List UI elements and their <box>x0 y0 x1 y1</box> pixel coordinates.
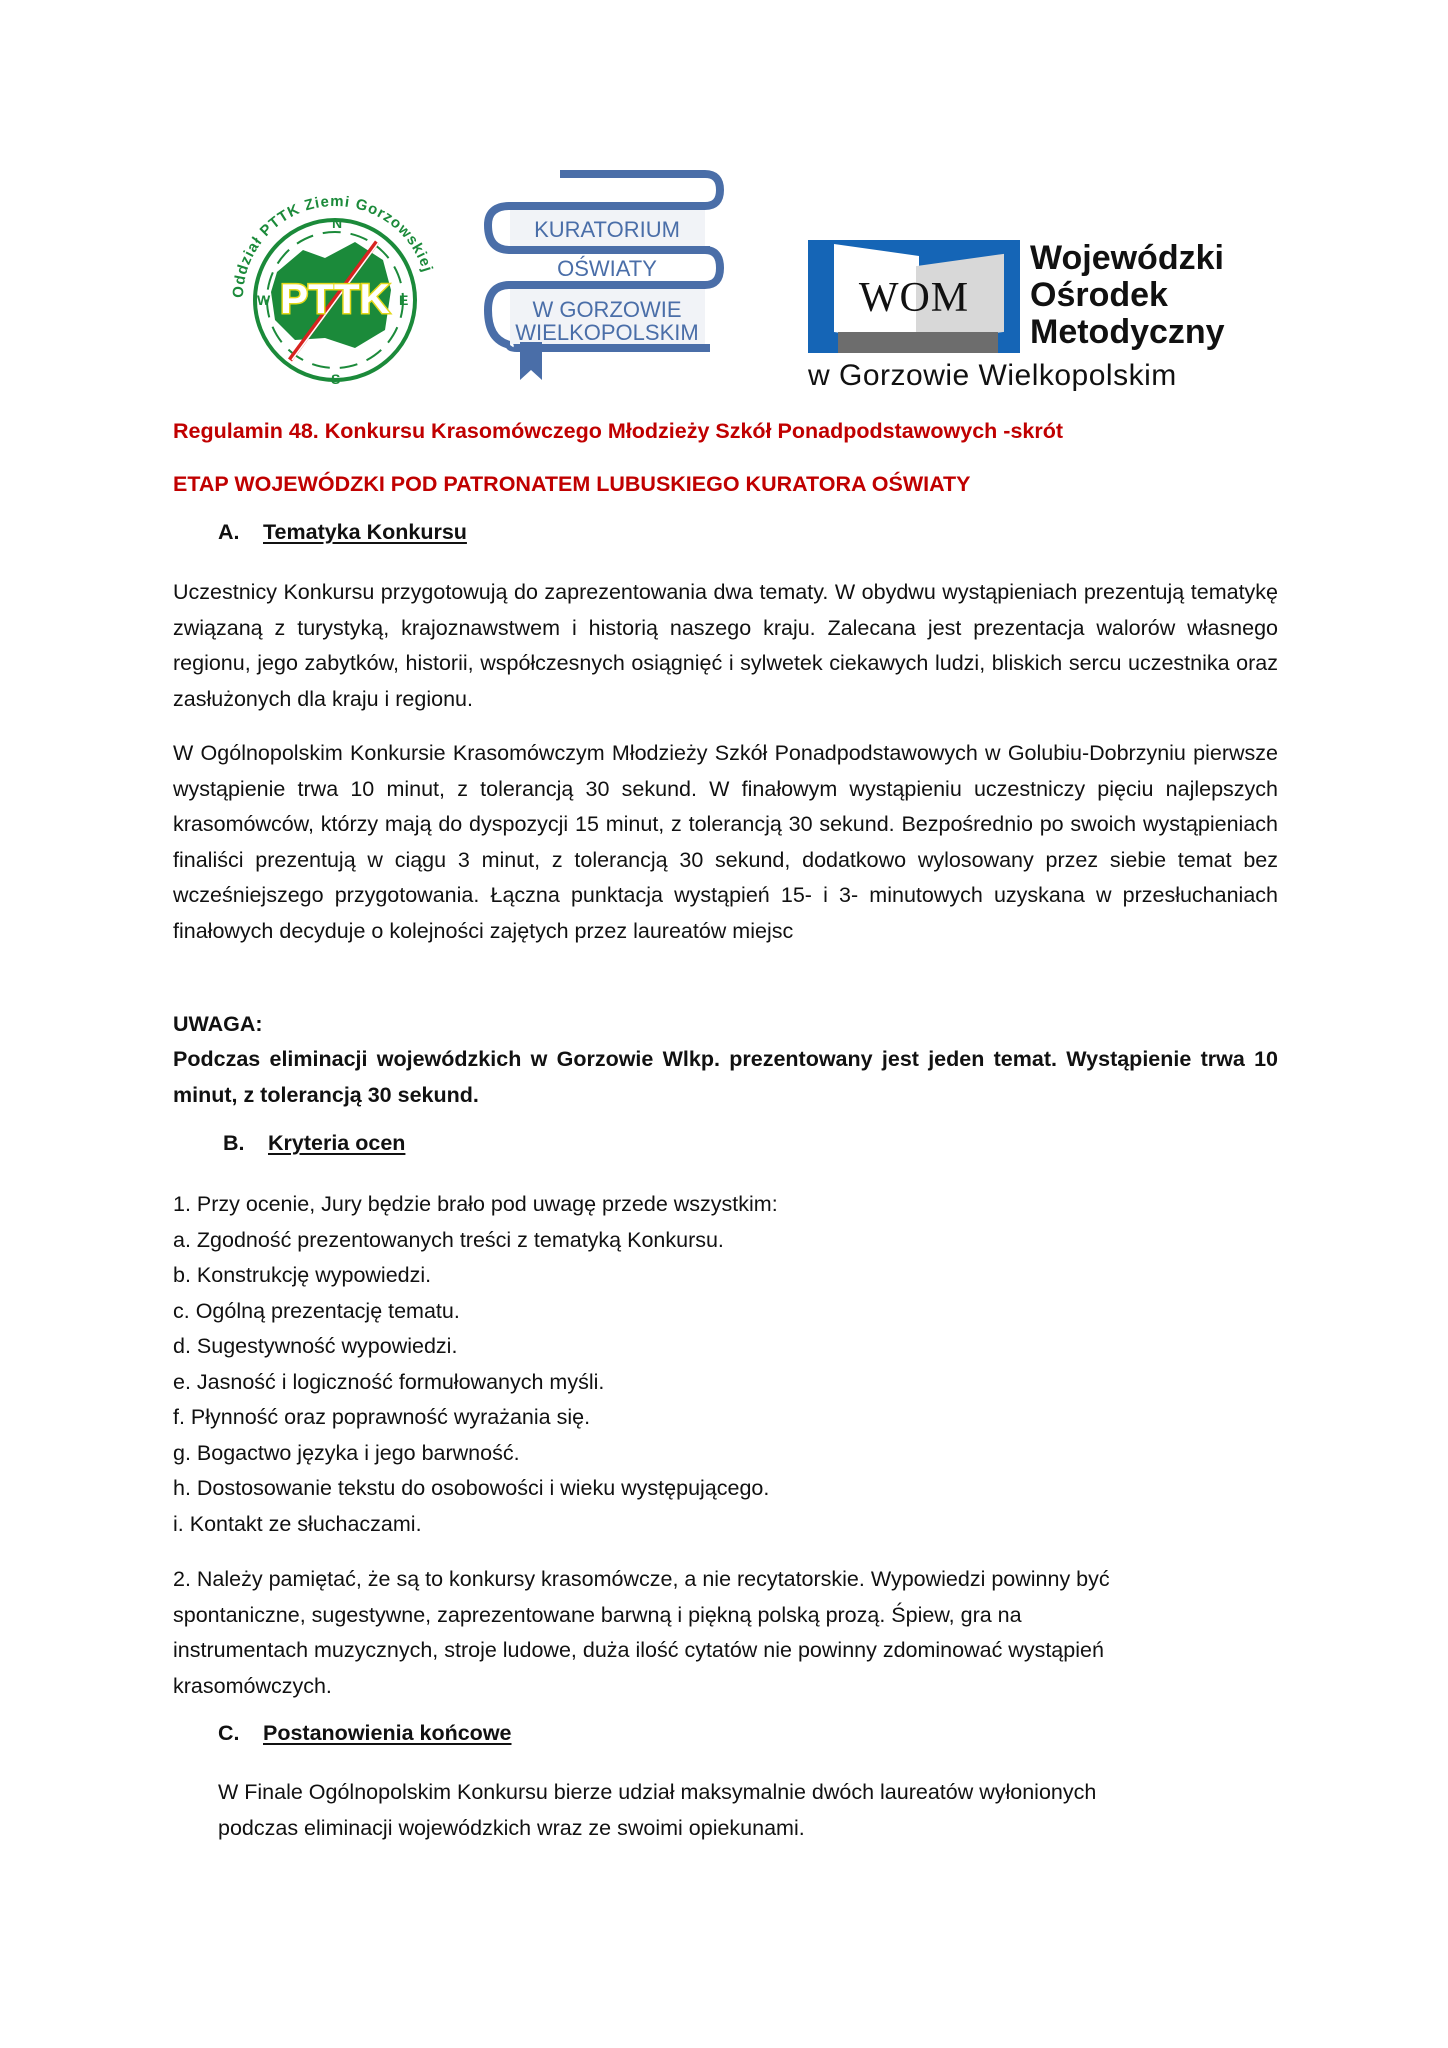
svg-text:N: N <box>332 215 343 231</box>
wom-abbreviation: WOM <box>858 275 970 321</box>
criteria-point-2: 2. Należy pamiętać, że są to konkursy krasomówcze, a nie recytatorskie. Wypowiedzi powinny być spontaniczne, sugestywne, zaprezentowane barwną i piękną polską prozą. Śpiew, gra na instrumentach muzycznych, stroje ludowe, duża ilość cytatów nie powinny zdominować wystąpień krasomówczych. <box>173 1567 1110 1698</box>
section-c-text: W Finale Ogólnopolskim Konkursu bierze udział maksymalnie dwóch laureatów wyłonionych podczas eliminacji wojewódzkich wraz ze swoimi opiekunami. <box>218 1780 1097 1840</box>
svg-text:W GORZOWIE: W GORZOWIE <box>532 297 682 322</box>
note-label: UWAGA: <box>173 1012 263 1036</box>
document-subtitle: ETAP WOJEWÓDZKI POD PATRONATEM LUBUSKIEGO KURATORA OŚWIATY <box>173 472 971 496</box>
criteria-intro: 1. Przy ocenie, Jury będzie brało pod uwagę przede wszystkim: <box>173 1192 778 1216</box>
section-c-heading: C. Postanowienia końcowe <box>218 1721 512 1745</box>
svg-text:KURATORIUM: KURATORIUM <box>534 217 680 242</box>
books-icon <box>480 170 730 400</box>
criteria-item: f. Płynność oraz poprawność wyrażania się. <box>173 1405 591 1429</box>
criteria-item: i. Kontakt ze słuchaczami. <box>173 1511 422 1536</box>
criteria-item: c. Ogólną prezentację tematu. <box>173 1298 460 1323</box>
svg-text:S: S <box>331 371 341 387</box>
section-a-paragraph-1: Uczestnicy Konkursu przygotowują do zaprezentowania dwa tematy. W obydwu wystąpieniach prezentują tematykę związaną z turystyką, krajoznawstwem i historią naszego kraju. Zalecana jest prezentacja walorów własnego regionu, jego zabytków, historii, współczesnych osiągnięć i sylwetek ciekawych ludzi, bliskich sercu uczestnika oraz zasłużonych dla kraju i regionu. <box>173 580 1278 711</box>
pttk-logo <box>215 180 455 400</box>
kuratorium-logo <box>480 170 730 400</box>
criteria-item: e. Jasność i logiczność formułowanych myśli. <box>173 1369 605 1394</box>
svg-text:E: E <box>399 292 409 308</box>
section-b-heading: B. Kryteria ocen <box>223 1131 406 1155</box>
svg-text:OŚWIATY: OŚWIATY <box>557 256 657 281</box>
document-title: Regulamin 48. Konkursu Krasomówczego Młodzieży Szkół Ponadpodstawowych -skrót <box>173 419 1064 443</box>
wom-name: Wojewódzki Ośrodek Metodyczny <box>1030 239 1225 351</box>
svg-text:WIELKOPOLSKIM: WIELKOPOLSKIM <box>515 320 699 345</box>
criteria-item: h. Dostosowanie tekstu do osobowości i wieku występującego. <box>173 1476 770 1500</box>
wom-book-icon <box>808 240 1020 353</box>
section-a-paragraph-2: W Ogólnopolskim Konkursie Krasomówczym Młodzieży Szkół Ponadpodstawowych w Golubiu-Dobrzyniu pierwsze wystąpienie trwa 10 minut, z tolerancją 30 sekund. W finałowym wystąpieniu uczestniczy pięciu najlepszych krasomówców, którzy mają do dyspozycji 15 minut, z tolerancją 30 sekund. Bezpośrednio po swoich wystąpieniach finaliści prezentują w ciągu 3 minut, z tolerancją 30 sekund, dodatkowo wylosowany przez siebie temat bez wcześniejszego przygotowania. Łączna punktacja wystąpień 15- i 3- minutowych uzyskana w przesłuchaniach finałowych decyduje o kolejności zajętych przez laureatów miejsc <box>173 741 1278 943</box>
criteria-list <box>173 1187 1278 1542</box>
wom-logo <box>808 240 1288 400</box>
note-text: Podczas eliminacji wojewódzkich w Gorzowie Wlkp. prezentowany jest jeden temat. Wystąpienie trwa 10 minut, z tolerancją 30 sekund. <box>173 1047 1278 1107</box>
pttk-compass-icon <box>215 180 455 400</box>
criteria-item: b. Konstrukcję wypowiedzi. <box>173 1263 432 1287</box>
svg-text:W: W <box>257 292 271 308</box>
svg-text:PTTK: PTTK <box>280 275 390 322</box>
logo-header <box>215 170 1290 400</box>
criteria-item: d. Sugestywność wypowiedzi. <box>173 1334 458 1358</box>
criteria-item: g. Bogactwo języka i jego barwność. <box>173 1440 520 1465</box>
svg-text:Oddział PTTK Ziemi Gorzowskiej: Oddział PTTK Ziemi Gorzowskiej <box>229 192 437 299</box>
wom-subtitle: w Gorzowie Wielkopolskim <box>808 359 1177 392</box>
section-a-heading: A. Tematyka Konkursu <box>218 520 467 544</box>
criteria-item: a. Zgodność prezentowanych treści z tematyką Konkursu. <box>173 1227 724 1252</box>
